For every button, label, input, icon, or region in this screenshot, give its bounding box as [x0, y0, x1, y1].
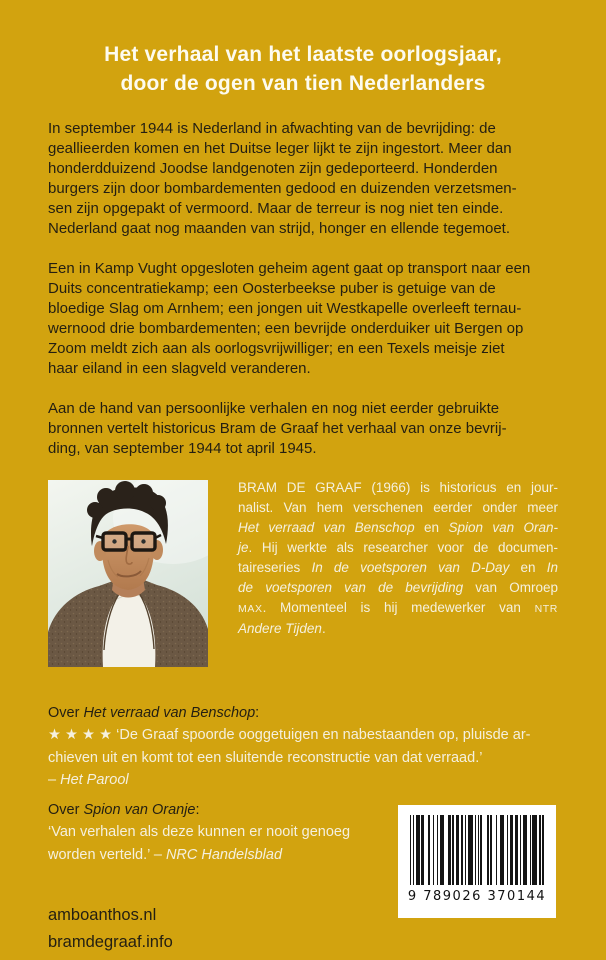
text-line: bloedige Slag om Arnhem; een jongen uit Westkapelle overleeft ternau- [48, 300, 522, 317]
text-line: haar eiland in een slagveld veranderen. [48, 360, 311, 377]
text-line: taireseries In de voetsporen van D-Day en In [238, 560, 558, 575]
text-line: de voetsporen van de bevrijding van Omroep [238, 580, 558, 595]
text-line: worden verteld.’ – NRC Handelsblad [48, 846, 283, 863]
text-line: – Het Parool [48, 771, 129, 788]
text-line: In september 1944 is Nederland in afwachting van de bevrijding: de [48, 120, 496, 137]
text-line: ding, van september 1944 tot april 1945. [48, 440, 317, 457]
review-heading: Over Spion van Oranje: [48, 802, 200, 818]
text-line: nalist. Van hem verschenen eerder onder meer [238, 500, 558, 515]
text-line: wernood drie bombardementen; een bevrijde onderduiker uit Bergen op [48, 320, 524, 337]
text-line: ★ ★ ★ ★ ‘De Graaf spoorde ooggetuigen en nabestaanden op, pluisde ar- [48, 727, 531, 744]
isbn-number: 9 789026 370144 [407, 889, 547, 904]
barcode-module [542, 815, 543, 885]
review-heading: Over Het verraad van Benschop: [48, 705, 260, 721]
text-line: ‘Van verhalen als deze kunnen er nooit genoeg [48, 824, 351, 841]
synopsis-paragraph-1 [48, 119, 564, 239]
author-website: bramdegraaf.info [48, 933, 173, 951]
text-line: Nederland gaat nog maanden van strijd, honger en ellende tegemoet. [48, 220, 510, 237]
text-line: Aan de hand van persoonlijke verhalen en nog niet eerder gebruikte [48, 400, 500, 417]
text-line: Een in Kamp Vught opgesloten geheim agent gaat op transport naar een [48, 260, 531, 277]
text-line: geallieerden komen en het Duitse leger lijkt te zijn ingestort. Meer dan [48, 140, 512, 157]
text-line: Het verhaal van het laatste oorlogsjaar, [104, 43, 502, 66]
footer-links [48, 902, 173, 956]
text-line: Duits concentratiekamp; een Oosterbeekse puber is getuige van de [48, 280, 496, 297]
text-line: je. Hij werkte als researcher voor de documen- [238, 540, 558, 555]
text-line: honderdduizend Joodse landgenoten zijn gedeporteerd. Honderden [48, 160, 498, 177]
text-line: bronnen vertelt historicus Bram de Graaf het verhaal van onze bevrij- [48, 420, 507, 437]
text-line: sen zijn opgepakt of vermoord. Maar de terreur is nog niet ten einde. [48, 200, 504, 217]
text-line: Zoom meldt zich aan als oorlogsvrijwilliger; en een Texels meisje ziet [48, 340, 505, 357]
review-benschop [48, 702, 568, 791]
review-quote [48, 724, 568, 791]
text-line: chieven uit en komt tot een sluitende reconstructie van dat verraad.’ [48, 749, 483, 766]
author-photo [48, 480, 208, 667]
text-line: BRAM DE GRAAF (1966) is historicus en jour- [238, 480, 558, 495]
tagline [0, 40, 606, 98]
barcode [398, 805, 556, 918]
text-line: door de ogen van tien Nederlanders [120, 72, 486, 95]
text-line: Het verraad van Benschop en Spion van Oran- [238, 520, 558, 535]
synopsis [48, 119, 564, 479]
barcode-bars [410, 815, 544, 885]
author-portrait-illustration [48, 480, 208, 667]
author-bio [238, 478, 558, 639]
synopsis-paragraph-3 [48, 399, 564, 459]
synopsis-paragraph-2 [48, 259, 564, 379]
text-line: Andere Tijden. [238, 621, 326, 636]
text-line: MAX. Momenteel is hij medewerker van NTR [238, 600, 558, 615]
text-line: burgers zijn door bombardementen gedood en duizenden verzetsmen- [48, 180, 517, 197]
publisher-website: amboanthos.nl [48, 906, 157, 924]
